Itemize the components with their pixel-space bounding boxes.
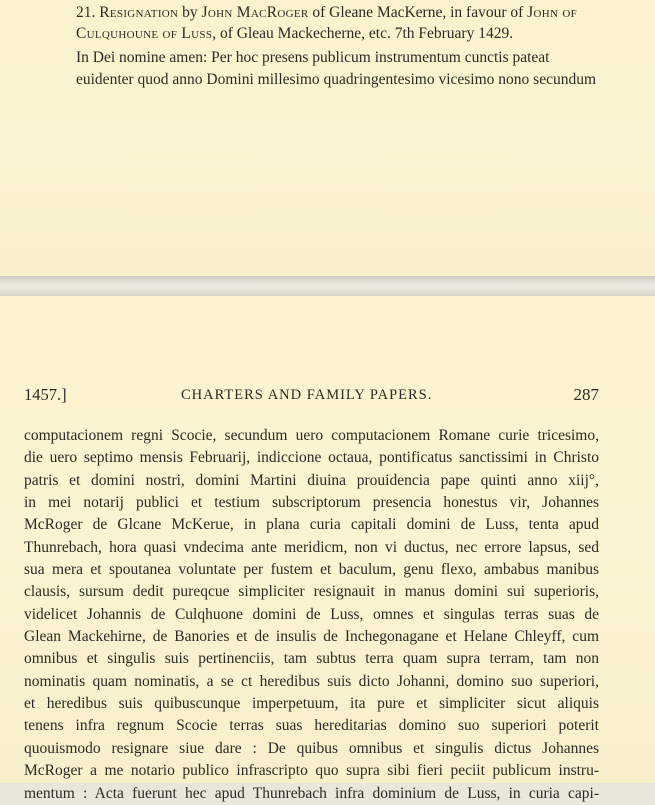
text-line: mentum : Acta fuerunt hec apud Thunrebach infra dominium de Luss, in curia capi- (24, 784, 599, 802)
running-head (24, 385, 599, 409)
text-line: McRoger a me notario publico infrascripto quo supra sibi fieri peciit publicum instru- (24, 762, 599, 780)
text-line: euidenter quod anno Domini millesimo quadringentesimo vicesimo nono secundum (76, 71, 597, 88)
running-head-year: 1457.] (24, 385, 67, 404)
text-line: McRoger de Glcane McKerue, in plana curia capitali domini de Luss, tenta apud (24, 516, 599, 534)
text-line: tenens infra regnum Scocie terras suas hereditarias domino suo superiori poterit (24, 717, 599, 735)
heading-line-1: 21. Resignation by John MacRoger of Gleane MacKerne, in favour of John of (76, 4, 578, 21)
document-number: 21. (76, 4, 96, 21)
text-line: et heredibus suis quibuscunque imperpetuum, ita pure et simpliciter sicut aliquis (24, 695, 599, 713)
page-number: 287 (573, 385, 599, 404)
page-gap-divider (0, 276, 655, 296)
text-line: In Dei nomine amen: Per hoc presens publicum instrumentum cunctis pateat (76, 49, 550, 66)
text-line: sua mera et spoutanea voluntate per fustem et baculum, genu flexo, ambabus manibus (24, 561, 599, 579)
text-line: omnibus et singulis suis pertinenciis, tam subtus terra quam supra terram, tam non (24, 650, 599, 668)
text-line: clausis, sursum dedit pureqcue simpliciter resignauit in manus domini sui superioris, (24, 583, 599, 601)
text-line: in mei notarij publici et testium subscriptorum presencia honestus vir, Johannes (24, 494, 599, 512)
charter-body-text (24, 425, 599, 805)
upper-page (0, 0, 655, 276)
text-line: die uero septimo mensis Februarij, indiccione octaua, pontificatus sanctissimi in Christo (24, 449, 599, 467)
text-line: patris et domini nostri, domini Martini diuina prouidencia pape quinti anno xiij°, (24, 471, 599, 489)
heading-line-2: Culquhoune of Luss, of Gleau Mackecherne, etc. 7th February 1429. (76, 25, 514, 42)
text-line: Glean Mackehirne, de Banories et de insulis de Inchegonagane et Helane Chleyff, cum (24, 628, 599, 646)
running-head-title: CHARTERS AND FAMILY PAPERS. (181, 387, 433, 403)
text-line: quouismodo resignare siue dare : De quibus omnibus et singulis dictus Johannes (24, 739, 599, 757)
text-line: computacionem regni Scocie, secundum uero computacionem Romane curie tricesimo, (24, 427, 599, 444)
text-line: Thunrebach, hora quasi vndecima ante meridicm, non vi ductus, nec errore lapsus, sed (24, 538, 599, 556)
latin-opening-text (76, 47, 651, 91)
document-heading (76, 2, 651, 44)
text-line: videlicet Johannis de Culqhuone domini de Luss, omnes et singulas terras suas de (24, 605, 599, 623)
text-line: nominatis quam nominatis, a se ct heredibus suis dicto Johanni, domino suo superiori, (24, 672, 599, 690)
